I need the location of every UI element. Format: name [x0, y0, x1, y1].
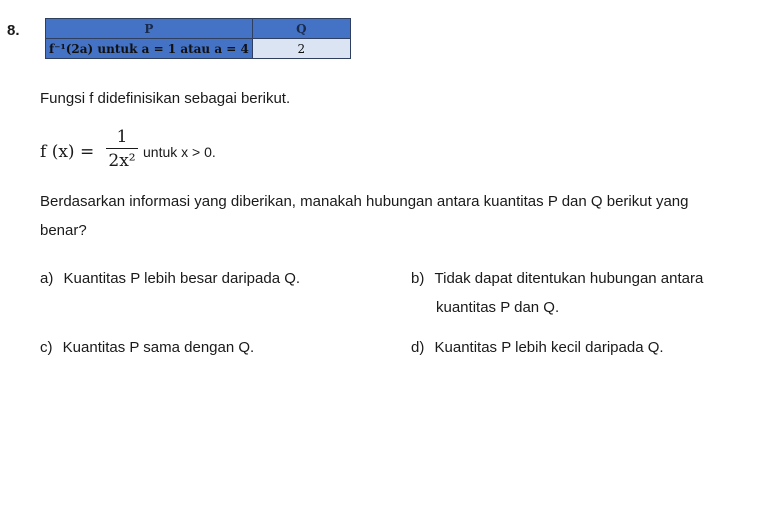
fraction-numerator: 1 — [116, 127, 128, 147]
option-b[interactable] — [411, 265, 703, 293]
cell-q: 2 — [252, 39, 350, 59]
formula-condition: untuk x > 0. — [143, 144, 216, 160]
option-a-letter: a) — [40, 270, 54, 287]
fraction-denominator: 2x² — [108, 151, 136, 171]
formula-fraction — [106, 127, 138, 171]
cell-p: f⁻¹(2a) untuk a = 1 atau a = 4 — [46, 39, 253, 59]
header-p: P — [46, 19, 253, 39]
option-c-letter: c) — [40, 339, 53, 356]
question-number: 8. — [7, 22, 20, 39]
option-c-text: Kuantitas P sama dengan Q. — [62, 339, 255, 356]
option-d-text: Kuantitas P lebih kecil daripada Q. — [434, 339, 664, 356]
option-b-text-line-1: Tidak dapat ditentukan hubungan antara — [434, 270, 704, 287]
option-a-text: Kuantitas P lebih besar daripada Q. — [63, 270, 301, 287]
header-q: Q — [252, 19, 350, 39]
intro-text: Fungsi f didefinisikan sebagai berikut. — [40, 90, 291, 107]
table-row — [46, 39, 351, 59]
option-c[interactable] — [40, 334, 254, 362]
option-b-letter: b) — [411, 270, 425, 287]
option-b-text-line-2: kuantitas P dan Q. — [436, 299, 560, 316]
table-header-row — [46, 19, 351, 39]
comparison-table — [45, 18, 351, 59]
question-line-2: benar? — [40, 222, 87, 239]
question-line-1: Berdasarkan informasi yang diberikan, manakah hubungan antara kuantitas P dan Q berikut yang — [40, 193, 689, 210]
fraction-bar — [106, 148, 138, 149]
option-d-letter: d) — [411, 339, 425, 356]
option-a[interactable] — [40, 265, 300, 293]
option-d[interactable] — [411, 334, 664, 362]
formula-lhs: f (x) = — [40, 142, 95, 162]
